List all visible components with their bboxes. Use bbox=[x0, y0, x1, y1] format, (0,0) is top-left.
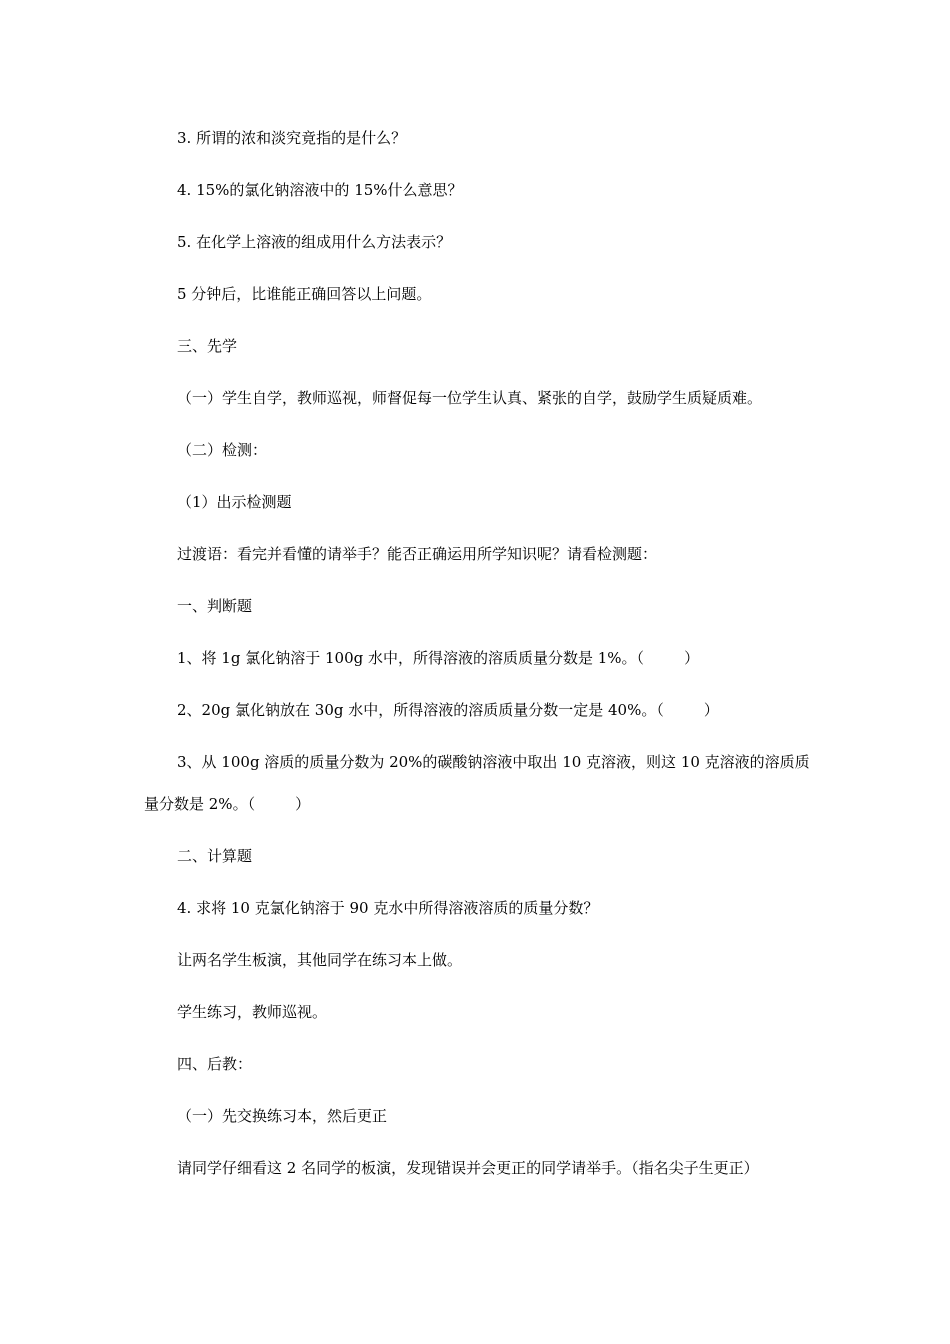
true-false-item-3-line-2 bbox=[144, 794, 310, 814]
instruction-five-minutes: 5 分钟后，比谁能正确回答以上问题。 bbox=[177, 285, 432, 303]
section-heading-xianxue: 三、先学 bbox=[177, 337, 238, 355]
show-test-questions: （1）出示检测题 bbox=[177, 493, 292, 511]
section-true-false: 一、判断题 bbox=[177, 597, 253, 615]
close-paren: ） bbox=[703, 701, 719, 719]
close-paren: ） bbox=[684, 649, 700, 667]
correction-instruction: 请同学仔细看这 2 名同学的板演，发现错误并会更正的同学请举手。（指名尖子生更正） bbox=[177, 1159, 759, 1177]
question-4: 4. 15%的氯化钠溶液中的 15%什么意思？ bbox=[177, 181, 463, 199]
item-1-text: 1、将 1g 氯化钠溶于 100g 水中，所得溶液的溶质质量分数是 1%。（ bbox=[177, 649, 645, 667]
calculation-question-4: 4. 求将 10 克氯化钠溶于 90 克水中所得溶液溶质的质量分数？ bbox=[177, 899, 599, 917]
student-practice: 学生练习，教师巡视。 bbox=[177, 1003, 328, 1021]
transition-text: 过渡语：看完并看懂的请举手？能否正确运用所学知识呢？请看检测题： bbox=[177, 545, 658, 563]
subsection-self-study: （一）学生自学，教师巡视，师督促每一位学生认真、紧张的自学，鼓励学生质疑质难。 bbox=[177, 389, 763, 407]
question-5: 5. 在化学上溶液的组成用什么方法表示？ bbox=[177, 233, 452, 251]
true-false-item-3-line-1: 3、从 100g 溶质的质量分数为 20%的碳酸钠溶液中取出 10 克溶液，则这 10 克溶液的溶质质 bbox=[177, 753, 810, 771]
close-paren: ） bbox=[295, 795, 311, 813]
section-calculation: 二、计算题 bbox=[177, 847, 253, 865]
subsection-exchange: （一）先交换练习本，然后更正 bbox=[177, 1107, 388, 1125]
item-3-text-cont: 量分数是 2%。（ bbox=[144, 795, 256, 813]
subsection-test: （二）检测： bbox=[177, 441, 268, 459]
true-false-item-1 bbox=[177, 648, 699, 668]
item-2-text: 2、20g 氯化钠放在 30g 水中，所得溶液的溶质质量分数一定是 40%。（ bbox=[177, 701, 664, 719]
board-demo-instruction: 让两名学生板演，其他同学在练习本上做。 bbox=[177, 951, 463, 969]
section-houjiao: 四、后教： bbox=[177, 1055, 253, 1073]
question-3: 3. 所谓的浓和淡究竟指的是什么？ bbox=[177, 129, 407, 147]
true-false-item-2 bbox=[177, 700, 719, 720]
